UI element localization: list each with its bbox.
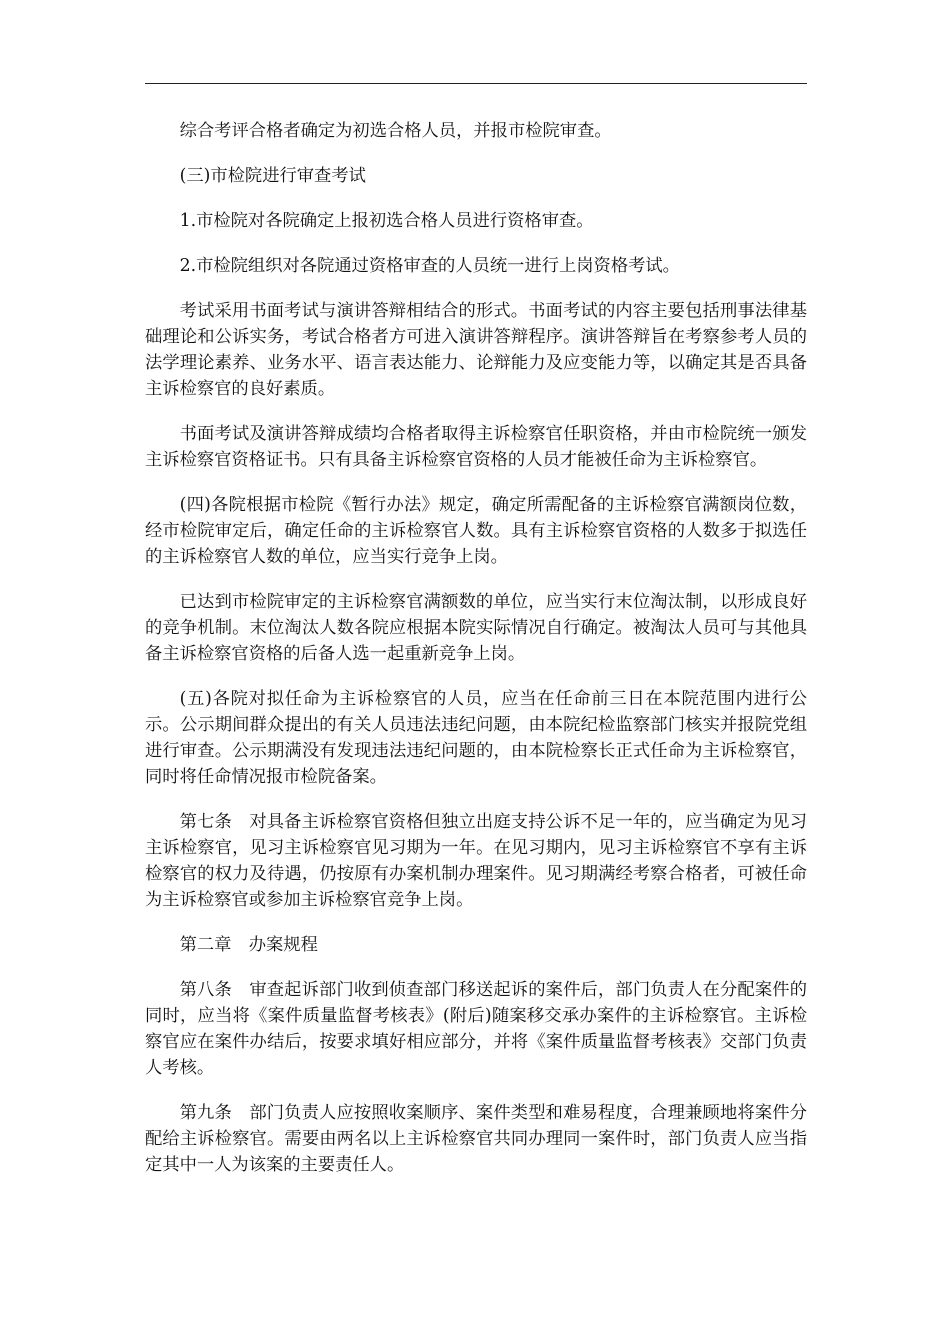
section-heading: (三)市检院进行审查考试 [179,166,366,186]
paragraph: 书面考试及演讲答辩成绩均合格者取得主诉检察官任职资格，并由市检院统一颁发主诉检察官资格证书。只有具备主诉检察官资格的人员才能被任命为主诉检察官。 [145,424,807,470]
list-item: 2.市检院组织对各院通过资格审查的人员统一进行上岗资格考试。 [179,256,680,276]
chapter-heading: 第二章 办案规程 [179,935,318,955]
paragraph: (四)各院根据市检院《暂行办法》规定，确定所需配备的主诉检察官满额岗位数，经市检院审定后，确定任命的主诉检察官人数。具有主诉检察官资格的人数多于拟选任的主诉检察官人数的单位，应当实行竞争上岗。 [145,495,807,567]
article-paragraph: 第七条 对具备主诉检察官资格但独立出庭支持公诉不足一年的，应当确定为见习主诉检察官，见习主诉检察官见习期为一年。在见习期内，见习主诉检察官不享有主诉检察官的权力及待遇，仍按原有办案机制办理案件。见习期满经考察合格者，可被任命为主诉检察官或参加主诉检察官竞争上岗。 [145,812,807,910]
paragraph: 考试采用书面考试与演讲答辩相结合的形式。书面考试的内容主要包括刑事法律基础理论和公诉实务，考试合格者方可进入演讲答辩程序。演讲答辩旨在考察参考人员的法学理论素养、业务水平、语言表达能力、论辩能力及应变能力等，以确定其是否具备主诉检察官的良好素质。 [145,301,807,399]
list-item: 1.市检院对各院确定上报初选合格人员进行资格审查。 [179,211,594,231]
paragraph: 综合考评合格者确定为初选合格人员，并报市检院审查。 [179,121,612,141]
article-paragraph: 第八条 审查起诉部门收到侦查部门移送起诉的案件后，部门负责人在分配案件的同时，应当将《案件质量监督考核表》(附后)随案移交承办案件的主诉检察官。主诉检察官应在案件办结后，按要求填好相应部分，并将《案件质量监督考核表》交部门负责人考核。 [145,980,807,1078]
document-body [145,118,807,1197]
paragraph: (五)各院对拟任命为主诉检察官的人员，应当在任命前三日在本院范围内进行公示。公示期间群众提出的有关人员违法违纪问题，由本院纪检监察部门核实并报院党组进行审查。公示期满没有发现违法违纪问题的，由本院检察长正式任命为主诉检察官，同时将任命情况报市检院备案。 [145,689,807,787]
paragraph: 已达到市检院审定的主诉检察官满额数的单位，应当实行末位淘汰制，以形成良好的竞争机制。末位淘汰人数各院应根据本院实际情况自行确定。被淘汰人员可与其他具备主诉检察官资格的后备人选一起重新竞争上岗。 [145,592,807,664]
header-rule [145,83,807,84]
article-paragraph: 第九条 部门负责人应按照收案顺序、案件类型和难易程度，合理兼顾地将案件分配给主诉检察官。需要由两名以上主诉检察官共同办理同一案件时，部门负责人应当指定其中一人为该案的主要责任人。 [145,1103,807,1175]
